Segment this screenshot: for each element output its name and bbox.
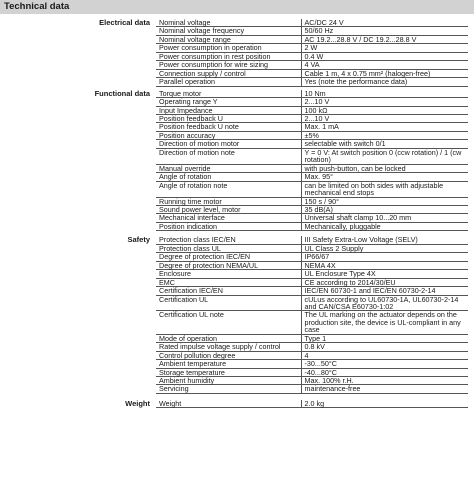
spec-key: Direction of motion motor [156, 140, 301, 148]
spec-key: Certification UL [156, 295, 301, 311]
spec-value: 0.8 kV [301, 343, 468, 351]
spec-key: Enclosure [156, 270, 301, 278]
spec-row [156, 287, 468, 295]
spec-group [0, 90, 474, 232]
spec-table [156, 19, 468, 87]
spec-row [156, 311, 468, 334]
spec-row [156, 173, 468, 181]
spec-key: Storage temperature [156, 368, 301, 376]
spec-key: Weight [156, 400, 301, 408]
spec-value: 50/60 Hz [301, 27, 468, 35]
spec-key: Operating range Y [156, 98, 301, 106]
spec-group [0, 236, 474, 394]
spec-value: ±5% [301, 131, 468, 139]
spec-row [156, 400, 468, 408]
spec-key: Ambient humidity [156, 377, 301, 385]
spec-row [156, 270, 468, 278]
spec-value: cULus according to UL60730-1A, UL60730-2-14 and CAN/CSA E60730-1:02 [301, 295, 468, 311]
spec-key: Rated impulse voltage supply / control [156, 343, 301, 351]
spec-group [0, 19, 474, 87]
spec-value: -40...80°C [301, 368, 468, 376]
spec-value: Max. 100% r.H. [301, 377, 468, 385]
spec-row [156, 295, 468, 311]
spec-value: can be limited on both sides with adjustable mechanical end stops [301, 181, 468, 197]
spec-value: 10 Nm [301, 90, 468, 98]
spec-row [156, 78, 468, 86]
spec-value: Max. 1 mA [301, 123, 468, 131]
spec-key: Manual override [156, 164, 301, 172]
spec-key: Ambient temperature [156, 360, 301, 368]
spec-row [156, 385, 468, 393]
spec-value: Max. 95° [301, 173, 468, 181]
spec-key: Angle of rotation [156, 173, 301, 181]
spec-value: Cable 1 m, 4 x 0.75 mm² (halogen-free) [301, 69, 468, 77]
spec-value: 4 VA [301, 61, 468, 69]
spec-key: Parallel operation [156, 78, 301, 86]
spec-key: Power consumption in operation [156, 44, 301, 52]
spec-value: NEMA 4X [301, 261, 468, 269]
spec-key: Protection class IEC/EN [156, 236, 301, 244]
spec-key: Position indication [156, 222, 301, 230]
spec-key: Torque motor [156, 90, 301, 98]
spec-key: Mode of operation [156, 334, 301, 342]
spec-key: Nominal voltage frequency [156, 27, 301, 35]
spec-key: Mechanical interface [156, 214, 301, 222]
spec-row [156, 253, 468, 261]
spec-value: III Safety Extra-Low Voltage (SELV) [301, 236, 468, 244]
spec-key: Nominal voltage [156, 19, 301, 27]
spec-value: 100 kΩ [301, 106, 468, 114]
spec-key: Degree of protection NEMA/UL [156, 261, 301, 269]
spec-value: Mechanically, pluggable [301, 222, 468, 230]
spec-row [156, 222, 468, 230]
spec-value: CE according to 2014/30/EU [301, 278, 468, 286]
spec-key: Input Impedance [156, 106, 301, 114]
spec-value: 0.4 W [301, 52, 468, 60]
spec-value: 2...10 V [301, 114, 468, 122]
spec-value: AC/DC 24 V [301, 19, 468, 27]
spec-key: Certification UL note [156, 311, 301, 334]
spec-value: 150 s / 90° [301, 197, 468, 205]
spec-value: The UL marking on the actuator depends on the production site, the device is UL-compliant in any case [301, 311, 468, 334]
spec-key: Servicing [156, 385, 301, 393]
spec-key: Power consumption for wire sizing [156, 61, 301, 69]
spec-value: 35 dB(A) [301, 205, 468, 213]
spec-table [156, 400, 468, 408]
spec-value: IP66/67 [301, 253, 468, 261]
section-title: Technical data [0, 0, 474, 14]
spec-value: 2 W [301, 44, 468, 52]
group-label: Electrical data [99, 18, 150, 27]
spec-key: Position feedback U note [156, 123, 301, 131]
spec-value: UL Enclosure Type 4X [301, 270, 468, 278]
spec-value: -30...50°C [301, 360, 468, 368]
spec-value: IEC/EN 60730-1 and IEC/EN 60730-2-14 [301, 287, 468, 295]
spec-value: 2...10 V [301, 98, 468, 106]
group-label: Weight [125, 398, 150, 408]
spec-row [156, 61, 468, 69]
spec-row [156, 148, 468, 164]
spec-key: Running time motor [156, 197, 301, 205]
spec-key: Position accuracy [156, 131, 301, 139]
spec-row [156, 360, 468, 368]
spec-key: Direction of motion note [156, 148, 301, 164]
spec-row [156, 343, 468, 351]
spec-key: Power consumption in rest position [156, 52, 301, 60]
spec-value: 2.0 kg [301, 400, 468, 408]
spec-key: Control pollution degree [156, 351, 301, 359]
spec-value: AC 19.2...28.8 V / DC 19.2...28.8 V [301, 35, 468, 43]
spec-value: with push-button, can be locked [301, 164, 468, 172]
spec-key: Sound power level, motor [156, 205, 301, 213]
spec-value: maintenance-free [301, 385, 468, 393]
spec-table [156, 90, 468, 232]
spec-value: Y = 0 V: At switch position 0 (ccw rotation) / 1 (cw rotation) [301, 148, 468, 164]
spec-key: Connection supply / control [156, 69, 301, 77]
group-label: Safety [127, 235, 150, 245]
spec-key: Angle of rotation note [156, 181, 301, 197]
spec-key: Nominal voltage range [156, 35, 301, 43]
spec-value: UL Class 2 Supply [301, 244, 468, 252]
spec-row [156, 98, 468, 106]
spec-key: EMC [156, 278, 301, 286]
spec-key: Position feedback U [156, 114, 301, 122]
spec-content [0, 19, 474, 408]
spec-value: selectable with switch 0/1 [301, 140, 468, 148]
spec-key: Protection class UL [156, 244, 301, 252]
spec-value: Type 1 [301, 334, 468, 342]
spec-key: Certification IEC/EN [156, 287, 301, 295]
spec-value: Yes (note the performance data) [301, 78, 468, 86]
spec-group [0, 400, 474, 408]
spec-row [156, 181, 468, 197]
spec-value: Universal shaft clamp 10...20 mm [301, 214, 468, 222]
spec-value: 4 [301, 351, 468, 359]
group-label: Functional data [94, 88, 150, 98]
spec-table [156, 236, 468, 394]
spec-key: Degree of protection IEC/EN [156, 253, 301, 261]
